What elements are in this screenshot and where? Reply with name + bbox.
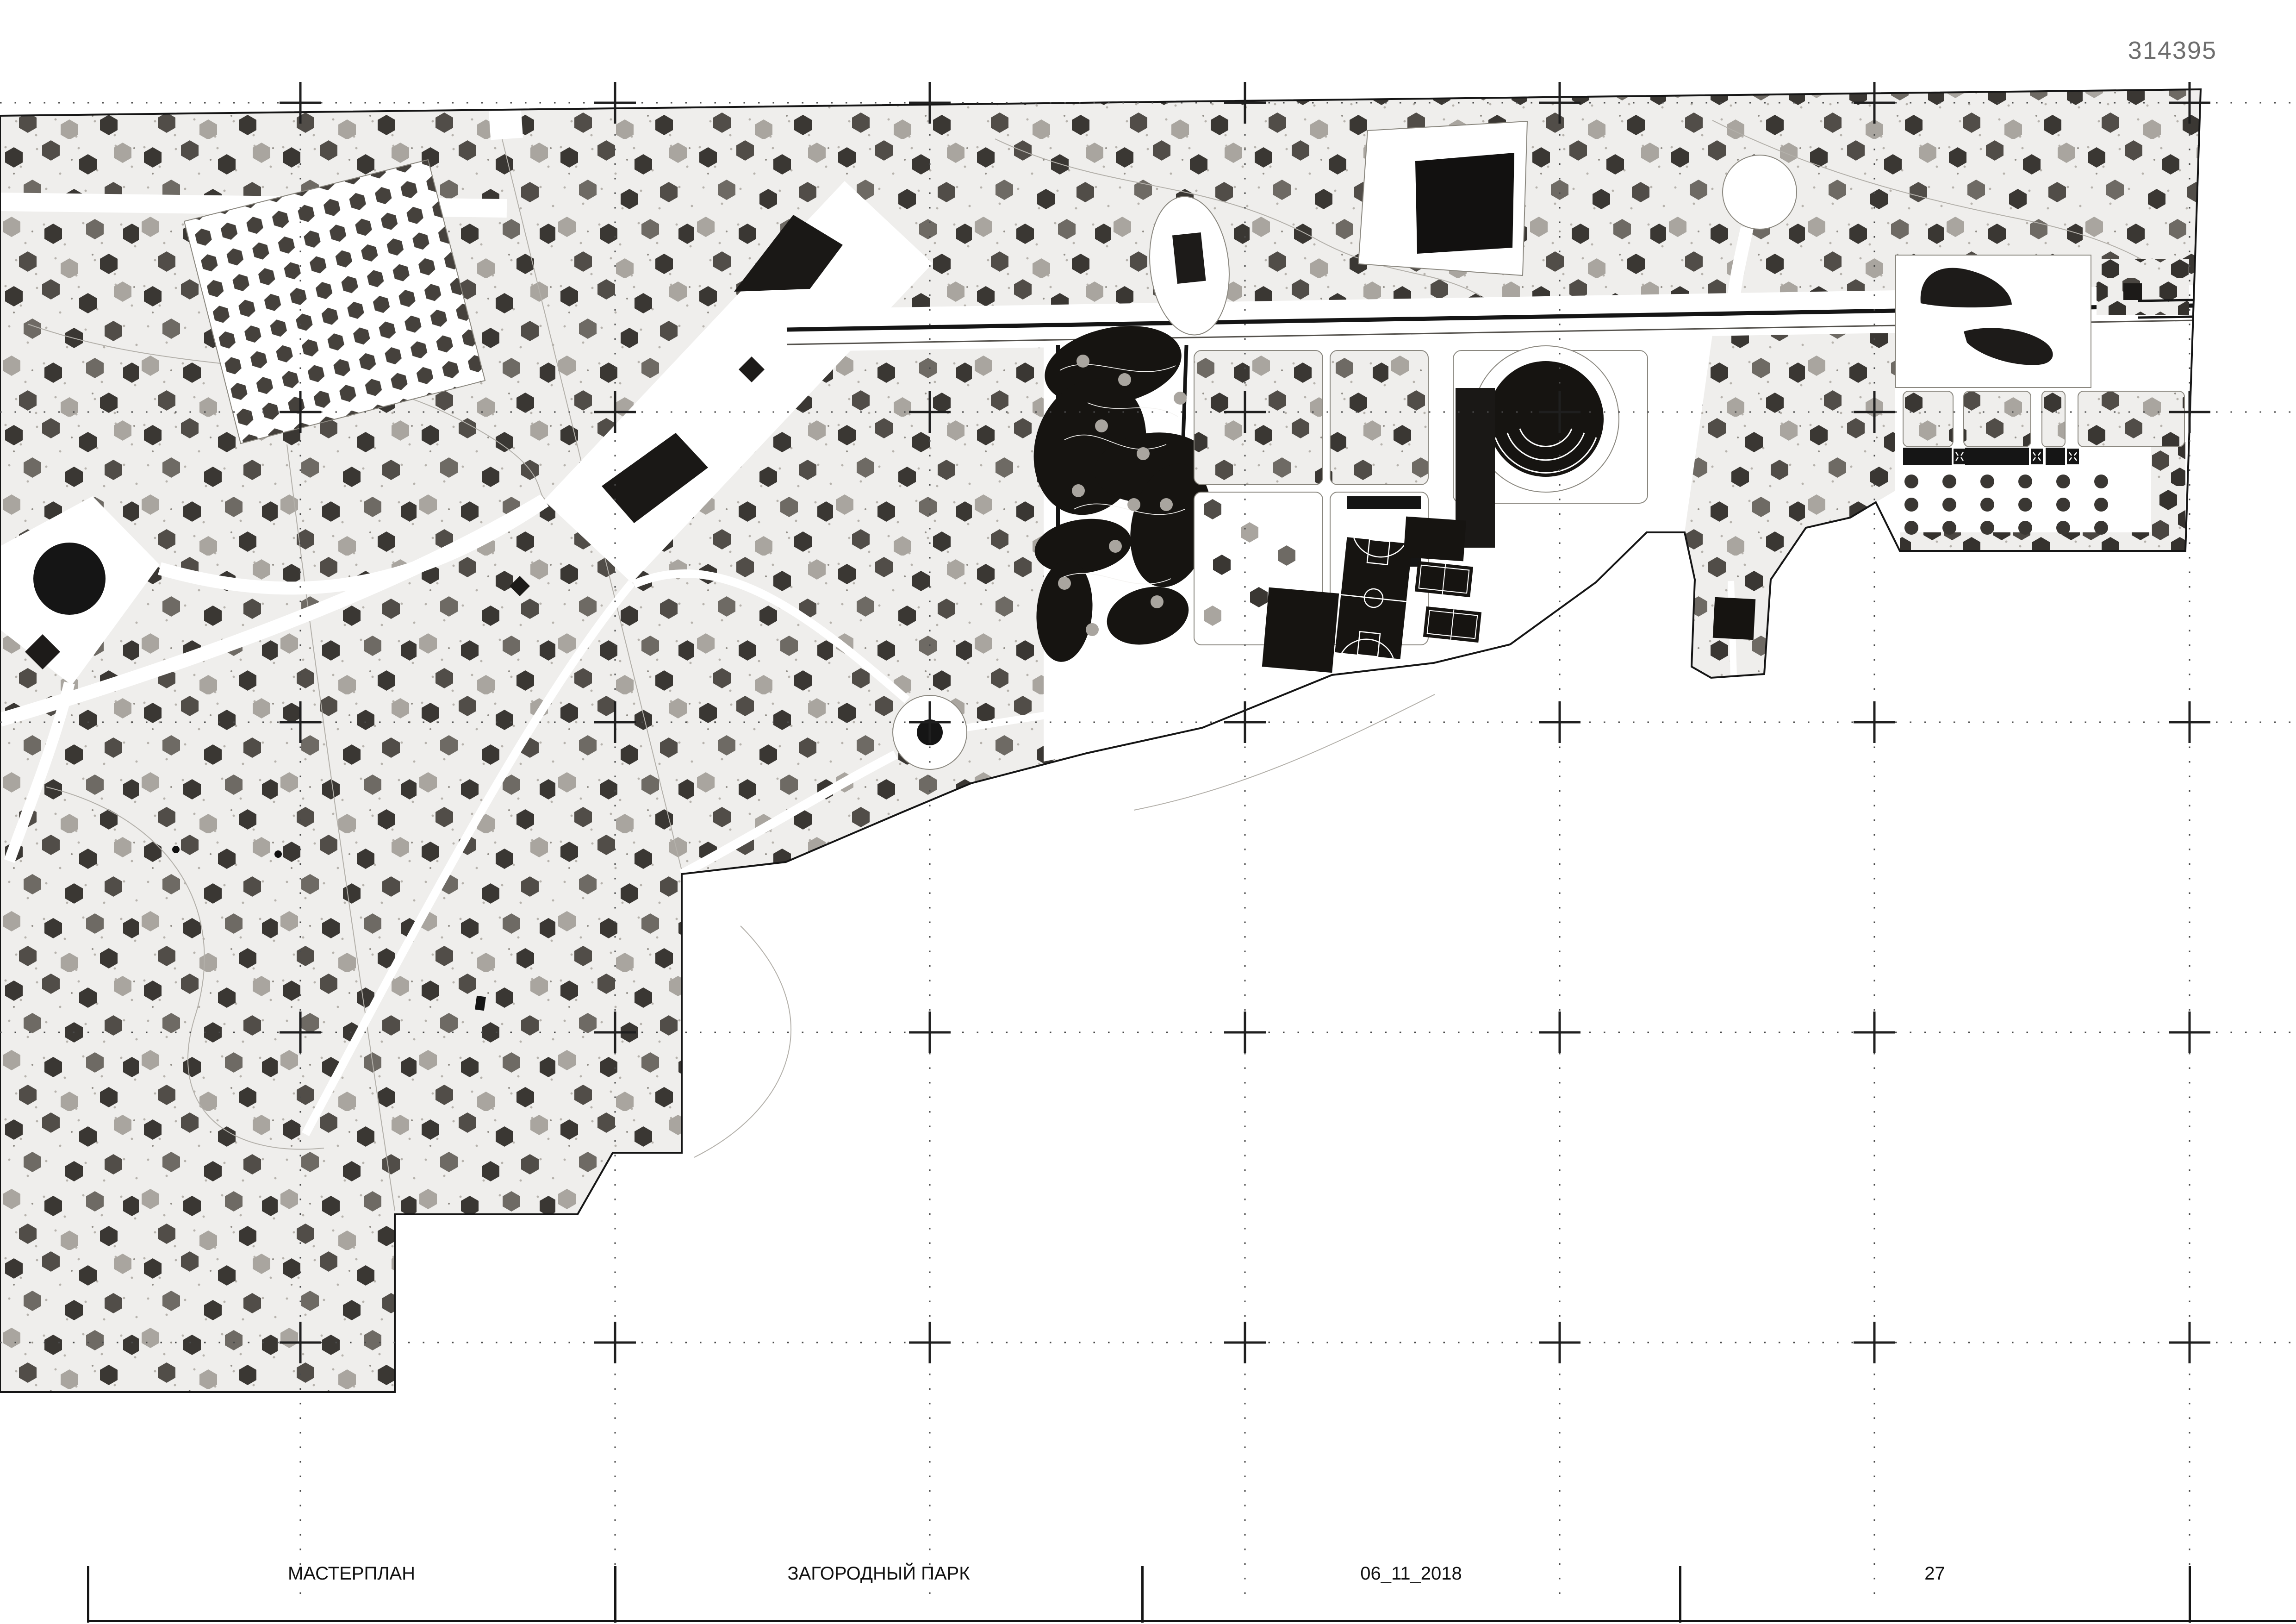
- garden-kiosk-building: [2123, 283, 2142, 300]
- leaf-pavilion-plot: [1896, 255, 2091, 387]
- round-pavilion-building: [33, 543, 106, 615]
- pavilion-building: [1403, 517, 1466, 562]
- promontory-building: [1713, 597, 1755, 640]
- point-feature: [172, 846, 180, 853]
- basketball-court: [1335, 537, 1412, 659]
- x-pavilion: [1954, 449, 1966, 464]
- registration-cross: [1854, 1322, 1895, 1363]
- registration-cross: [1854, 1012, 1895, 1053]
- registration-cross: [1224, 1012, 1266, 1053]
- event-hall-building: [1415, 153, 1514, 254]
- registration-cross: [1854, 701, 1895, 743]
- registration-cross: [1224, 1322, 1266, 1363]
- drawing-title: МАСТЕРПЛАН: [287, 1563, 416, 1584]
- pergola-bar: [1347, 496, 1421, 509]
- tennis-court: [1415, 561, 1473, 597]
- point-feature: [274, 850, 282, 858]
- sports-hall-building: [1262, 587, 1339, 673]
- registration-cross: [909, 1322, 951, 1363]
- registration-cross: [2169, 1322, 2210, 1363]
- title-bar-rule: [88, 1620, 2296, 1622]
- x-pavilion: [2031, 449, 2043, 464]
- drawing-date: 06_11_2018: [1360, 1563, 1462, 1584]
- registration-cross: [1539, 1322, 1580, 1363]
- registration-cross: [1539, 701, 1580, 743]
- sheet-number: 314395: [2128, 37, 2217, 64]
- project-title: ЗАГОРОДНЫЙ ПАРК: [787, 1563, 970, 1584]
- registration-cross: [594, 1322, 636, 1363]
- registration-cross: [2169, 1012, 2210, 1053]
- circle-glade: [1723, 155, 1797, 229]
- small-structure: [475, 996, 486, 1011]
- top-edge-notch: [489, 109, 523, 140]
- x-pavilion: [2067, 449, 2079, 464]
- tennis-court: [1423, 606, 1481, 643]
- registration-cross: [2169, 701, 2210, 743]
- event-plot: [1358, 121, 1527, 275]
- promontory-plot: [1713, 597, 1755, 640]
- registration-cross: [909, 1012, 951, 1053]
- sheet-page-number: 27: [1924, 1563, 1945, 1584]
- registration-cross: [1539, 1012, 1580, 1053]
